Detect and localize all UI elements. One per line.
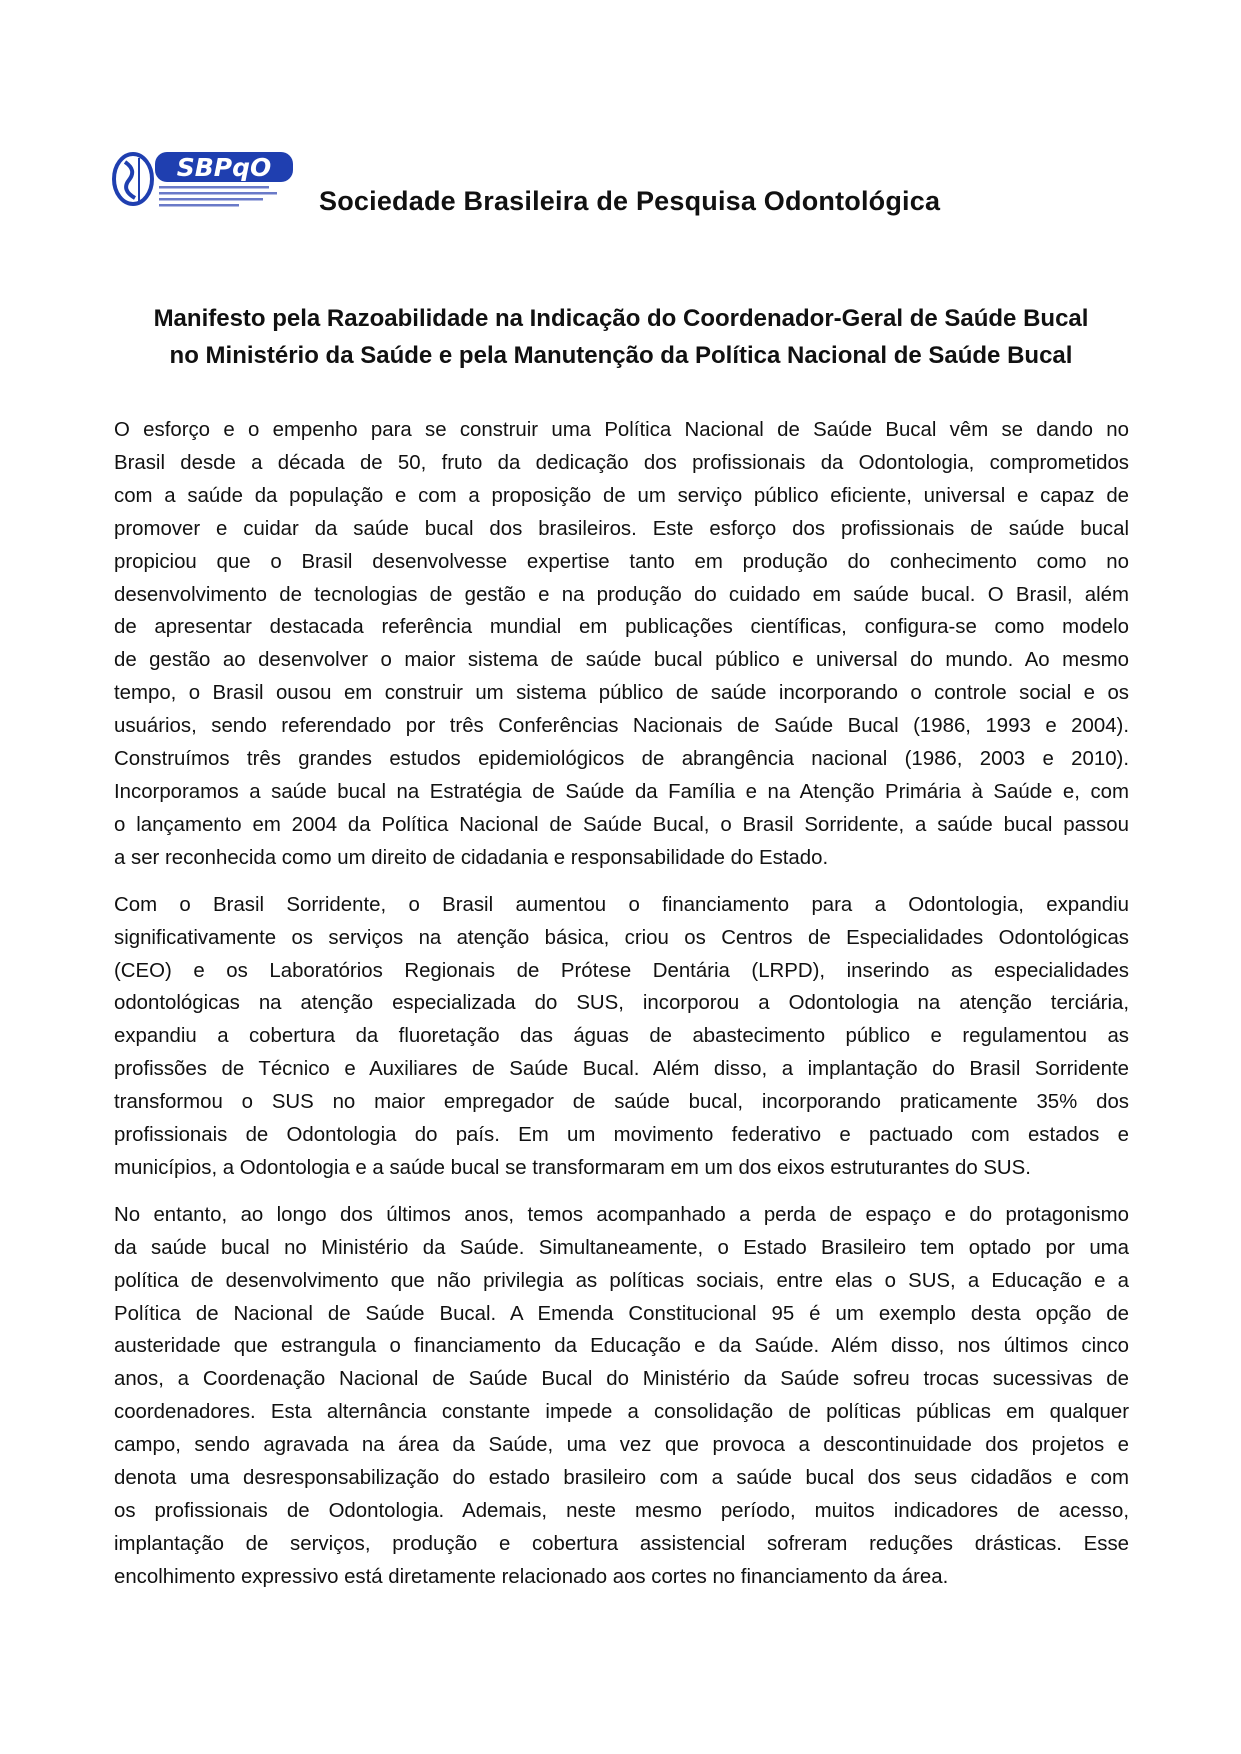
paragraph-line: coordenadores. Esta alternância constante impede a consolidação de políticas públicas em qualquer bbox=[114, 1401, 1129, 1424]
paragraph-line: de apresentar destacada referência mundial em publicações científicas, configura-se como modelo bbox=[114, 616, 1129, 639]
paragraph-line: Política de Nacional de Saúde Bucal. A Emenda Constitucional 95 é um exemplo desta opção de bbox=[114, 1302, 1129, 1325]
paragraph-line: Brasil desde a década de 50, fruto da dedicação dos profissionais da Odontologia, comprometidos bbox=[114, 451, 1129, 474]
paragraph-line: usuários, sendo referendado por três Conferências Nacionais de Saúde Bucal (1986, 1993 e 2004). bbox=[114, 715, 1129, 738]
paragraph-line: Incorporamos a saúde bucal na Estratégia de Saúde da Família e na Atenção Primária à Saúde e, com bbox=[114, 780, 1129, 803]
paragraph-line: a ser reconhecida como um direito de cidadania e responsabilidade do Estado. bbox=[114, 846, 829, 869]
title-line: Manifesto pela Razoabilidade na Indicação do Coordenador-Geral de Saúde Bucal bbox=[153, 305, 1089, 332]
paragraph bbox=[114, 414, 1129, 875]
paragraph-line: transformou o SUS no maior empregador de saúde bucal, incorporando praticamente 35% dos bbox=[114, 1091, 1129, 1114]
paragraph-line: significativamente os serviços na atenção básica, criou os Centros de Especialidades Odontológicas bbox=[114, 926, 1129, 949]
paragraph-line: profissionais de Odontologia do país. Em um movimento federativo e pactuado com estados e bbox=[114, 1124, 1129, 1147]
document-title bbox=[112, 300, 1130, 374]
paragraph-line: tempo, o Brasil ousou em construir um sistema público de saúde incorporando o controle social e os bbox=[114, 682, 1129, 705]
paragraph-line: promover e cuidar da saúde bucal dos brasileiros. Este esforço dos profissionais de saúde bucal bbox=[114, 517, 1129, 540]
paragraph bbox=[114, 1199, 1129, 1594]
document-body bbox=[114, 414, 1129, 1608]
paragraph-line: o lançamento em 2004 da Política Nacional de Saúde Bucal, o Brasil Sorridente, a saúde bucal passou bbox=[114, 813, 1129, 836]
paragraph-line: com a saúde da população e com a proposição de um serviço público eficiente, universal e capaz de bbox=[114, 484, 1129, 507]
paragraph-line: propiciou que o Brasil desenvolvesse expertise tanto em produção do conhecimento como no bbox=[114, 550, 1129, 573]
svg-text:SBPqO: SBPqO bbox=[176, 153, 272, 182]
paragraph-line: (CEO) e os Laboratórios Regionais de Prótese Dentária (LRPD), inserindo as especialidades bbox=[114, 959, 1129, 982]
paragraph-line: Construímos três grandes estudos epidemiológicos de abrangência nacional (1986, 2003 e 2010). bbox=[114, 748, 1129, 771]
paragraph-line: campo, sendo agravada na área da Saúde, uma vez que provoca a descontinuidade dos projetos e bbox=[114, 1434, 1129, 1457]
sbpqo-logo bbox=[111, 146, 297, 212]
paragraph-line: denota uma desresponsabilização do estado brasileiro com a saúde bucal dos seus cidadãos e com bbox=[114, 1467, 1129, 1490]
paragraph-line: profissões de Técnico e Auxiliares de Saúde Bucal. Além disso, a implantação do Brasil Sorridente bbox=[114, 1058, 1129, 1081]
paragraph-line: Com o Brasil Sorridente, o Brasil aumentou o financiamento para a Odontologia, expandiu bbox=[114, 893, 1129, 916]
paragraph-line: odontológicas na atenção especializada do SUS, incorporou a Odontologia na atenção terciária, bbox=[114, 992, 1129, 1015]
paragraph-line: expandiu a cobertura da fluoretação das águas de abastecimento público e regulamentou as bbox=[114, 1025, 1129, 1048]
paragraph-line: os profissionais de Odontologia. Ademais, neste mesmo período, muitos indicadores de acesso, bbox=[114, 1500, 1129, 1522]
paragraph-line: anos, a Coordenação Nacional de Saúde Bucal do Ministério da Saúde sofreu trocas sucessivas de bbox=[114, 1368, 1129, 1391]
paragraph-line: desenvolvimento de tecnologias de gestão e na produção do cuidado em saúde bucal. O Brasil, além bbox=[114, 583, 1129, 606]
paragraph-line: encolhimento expressivo está diretamente relacionado aos cortes no financiamento da área. bbox=[114, 1565, 949, 1588]
paragraph-line: da saúde bucal no Ministério da Saúde. Simultaneamente, o Estado Brasileiro tem optado por uma bbox=[114, 1236, 1129, 1259]
paragraph-line: de gestão ao desenvolver o maior sistema de saúde bucal público e universal do mundo. Ao mesmo bbox=[114, 649, 1129, 672]
paragraph bbox=[114, 889, 1129, 1185]
paragraph-line: política de desenvolvimento que não privilegia as políticas sociais, entre elas o SUS, a Educação e a bbox=[114, 1269, 1129, 1292]
paragraph-line: austeridade que estrangula o financiamento da Educação e da Saúde. Além disso, nos últimos cinco bbox=[114, 1335, 1129, 1358]
paragraph-line: No entanto, ao longo dos últimos anos, temos acompanhado a perda de espaço e do protagonismo bbox=[114, 1203, 1129, 1226]
paragraph-line: O esforço e o empenho para se construir uma Política Nacional de Saúde Bucal vêm se dando no bbox=[114, 419, 1129, 441]
organization-name: Sociedade Brasileira de Pesquisa Odontológica bbox=[319, 186, 941, 216]
paragraph-line: implantação de serviços, produção e cobertura assistencial sofreram reduções drásticas. Esse bbox=[114, 1532, 1129, 1555]
title-line: no Ministério da Saúde e pela Manutenção da Política Nacional de Saúde Bucal bbox=[169, 342, 1073, 369]
paragraph-line: municípios, a Odontologia e a saúde bucal se transformaram em um dos eixos estruturantes do SUS. bbox=[114, 1156, 1031, 1179]
